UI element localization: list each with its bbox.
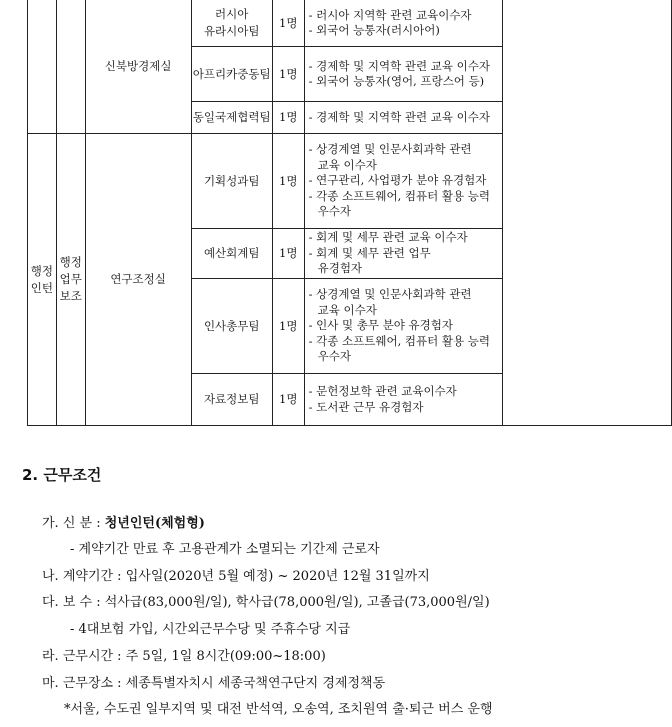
- condition-label: 다. 보 수 :: [42, 595, 105, 610]
- subcategory-label: 행정 업무 보조: [59, 255, 82, 303]
- count-cell: 1명: [272, 134, 304, 229]
- team-cell: [191, 279, 272, 374]
- team-cell: [191, 229, 272, 279]
- team-name: 인사총무팀: [203, 318, 260, 333]
- category-label: 행정 인턴: [30, 263, 54, 295]
- condition-line: [70, 618, 350, 637]
- condition-value: 석사급(83,000원/일), 학사급(78,000원/일), 고졸급(73,000원/일): [104, 595, 490, 610]
- team-cell: [191, 374, 272, 426]
- count-cell: 1명: [272, 279, 304, 374]
- condition-value: *서울, 수도권 일부지역 및 대전 반석역, 오송역, 조치원역 출·퇴근 버스 운행: [64, 702, 493, 717]
- requirement-item: - 외국어 능통자(영어, 프랑스어 등): [308, 74, 485, 88]
- category-cell-blank: [28, 0, 57, 134]
- section-heading: 2. 근무조건: [22, 466, 102, 484]
- department-cell: 신북방경제실: [85, 0, 191, 134]
- team-name: 기획성과팀: [203, 173, 260, 188]
- condition-value: 주 5일, 1일 8시간(09:00~18:00): [125, 649, 326, 664]
- team-cell: [191, 0, 272, 47]
- requirements-cell: [304, 102, 502, 134]
- condition-line: [42, 565, 430, 584]
- condition-line: [42, 591, 490, 610]
- condition-line: [42, 645, 326, 664]
- condition-value: 입사일(2020년 5월 예정) ~ 2020년 12월 31일까지: [125, 569, 430, 584]
- requirement-item: - 외국어 능통자(러시아어): [308, 23, 440, 37]
- condition-line: [64, 698, 493, 717]
- department-cell: 연구조정실: [85, 134, 191, 426]
- requirements-cell: [304, 279, 502, 374]
- condition-line: [42, 672, 385, 691]
- condition-label: 라. 근무시간 :: [42, 649, 126, 664]
- team-cell: [191, 102, 272, 134]
- requirement-item: - 회계 및 세무 관련 교육 이수자: [308, 230, 468, 245]
- condition-label: 나. 계약기간 :: [42, 569, 126, 584]
- condition-value: 세종특별자치시 세종국책연구단지 경제정책동: [125, 676, 386, 691]
- condition-line: [70, 538, 380, 557]
- count-cell: 1명: [272, 229, 304, 279]
- team-cell: [191, 47, 272, 102]
- condition-value: 청년인턴(체험형): [104, 516, 205, 531]
- requirements-cell: [304, 229, 502, 279]
- requirement-item: - 상경계열 및 인문사회과학 관련 교육 이수자: [308, 287, 472, 317]
- team-name: 아프리카중동팀: [192, 66, 271, 81]
- team-cell: [191, 134, 272, 229]
- requirement-item: - 도서관 근무 유경험자: [308, 399, 424, 414]
- count-cell: 1명: [272, 102, 304, 134]
- requirements-cell: [304, 0, 502, 47]
- requirement-item: - 회계 및 세무 관련 업무 유경험자: [308, 245, 431, 276]
- notes-cell: [502, 0, 671, 426]
- requirement-item: - 경제학 및 지역학 관련 교육 이수자: [308, 58, 490, 73]
- count-cell: 1명: [272, 47, 304, 102]
- count-cell: 1명: [272, 0, 304, 47]
- team-name: 러시아 유라시아팀: [203, 7, 260, 38]
- subcategory-cell: [56, 134, 85, 426]
- team-name: 동일국제협력팀: [192, 110, 271, 124]
- requirements-cell: [304, 47, 502, 102]
- requirement-item: - 러시아 지역학 관련 교육이수자: [308, 7, 472, 22]
- requirement-item: - 문헌정보학 관련 교육이수자: [308, 384, 457, 398]
- requirement-item: - 각종 소프트웨어, 컴퓨터 활용 능력 우수자: [308, 188, 490, 219]
- condition-value: - 계약기간 만료 후 고용관계가 소멸되는 기간제 근로자: [70, 542, 380, 557]
- condition-value: - 4대보험 가입, 시간외근무수당 및 주휴수당 지급: [70, 622, 351, 637]
- requirements-cell: [304, 374, 502, 426]
- category-cell: [28, 134, 57, 426]
- requirement-item: - 경제학 및 지역학 관련 교육 이수자: [308, 109, 490, 124]
- requirements-cell: [304, 134, 502, 229]
- team-name: 자료정보팀: [203, 392, 260, 406]
- requirement-item: - 각종 소프트웨어, 컴퓨터 활용 능력 우수자: [308, 333, 490, 364]
- requirement-item: - 상경계열 및 인문사회과학 관련 교육 이수자: [308, 142, 472, 172]
- category-cell-blank: [56, 0, 85, 134]
- condition-label: 마. 근무장소 :: [42, 676, 126, 691]
- recruitment-table: [27, 0, 672, 426]
- team-name: 예산회계팀: [203, 246, 260, 260]
- condition-label: 가. 신 분 :: [42, 516, 105, 531]
- condition-line: [42, 512, 205, 531]
- requirement-item: - 연구관리, 사업평가 분야 유경험자: [308, 173, 487, 188]
- requirement-item: - 인사 및 총무 분야 유경험자: [308, 318, 453, 333]
- count-cell: 1명: [272, 374, 304, 426]
